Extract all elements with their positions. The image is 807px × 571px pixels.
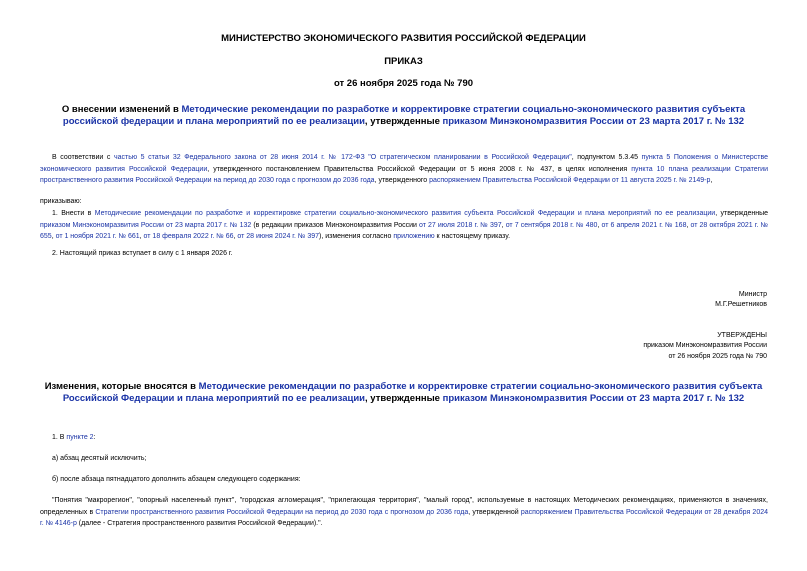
link-order-397-2018[interactable]: от 27 июля 2018 г. № 397 [419,221,502,229]
item-1-text: , [597,221,602,229]
preamble-text: В соответствии с [52,154,114,161]
link-decree-2149r[interactable]: распоряжением Правительства Российской Федерации от 11 августа 2025 г. № 2149-р [429,177,711,184]
item-1-text: , [139,233,144,240]
change-1-text: 1. В [52,434,67,441]
link-methodical-recommendations-3[interactable]: Методические рекомендации по разработке и корректировке стратегии социально-экономического развития субъекта Российской Федерации и плана мероприятий по ее реализации [62,381,763,404]
item-1-text: (в редакции приказов Минэкономразвития России [251,221,419,229]
link-order-661-2021[interactable]: от 1 ноября 2021 г. № 661 [55,233,140,240]
quote-text: , утвержденной [468,508,521,516]
preamble-text: , подпунктом 5.3.45 [571,154,642,161]
title-text-2: , утвержденные [364,116,443,127]
ministry-heading: МИНИСТЕРСТВО ЭКОНОМИЧЕСКОГО РАЗВИТИЯ РОССИЙСКОЙ ФЕДЕРАЦИИ [221,33,586,44]
title-text-1: О внесении изменений в [61,104,182,115]
link-methodical-recommendations-2[interactable]: Методические рекомендации по разработке и корректировке стратегии социально-экономического развития субъекта Российской Федерации и плана мероприятий по ее реализации [94,210,716,217]
item-1-text: 1. Внести в [52,210,95,217]
link-order-480-2018[interactable]: от 7 сентября 2018 г. № 480 [505,221,598,229]
link-order-132-3[interactable]: приказом Минэкономразвития России от 23 марта 2017 г. № 132 [442,393,745,404]
quote-text: "Понятия "макрорегион", "опорный населенный пункт", "городская агломерация", "прилегающая территория", "малый город", используемые в настоящих Методических рекомендациях, применяются в значениях, определенных в [40,497,768,516]
order-date: от 26 ноября 2025 года № 790 [333,78,474,89]
item-1-text: к настоящему приказу. [434,233,511,240]
link-order-168-2021[interactable]: от 6 апреля 2021 г. № 168 [601,221,687,229]
item-2-paragraph: 2. Настоящий приказ вступает в силу с 1 января 2026 г. [52,250,233,257]
link-regulation-point-5[interactable]: пункта 5 Положения о Министерстве экономического развития Российской Федерации [40,154,768,173]
signature-name: М.Г.Решетников [715,301,767,308]
change-1 [52,432,96,444]
link-order-132-2[interactable]: приказом Минэкономразвития России от 23 марта 2017 г. № 132 [40,221,252,229]
approved-by: приказом Минэкономразвития России [643,342,767,349]
preamble-text: , утвержденного постановлением Правительства Российской Федерации от 5 июня 2008 г. № 437, в целях исполнения [207,165,632,173]
link-decree-4146r[interactable]: распоряжением Правительства Российской Федерации от 28 декабря 2024 г. № 4146-р [40,508,768,527]
link-order-66-2022[interactable]: от 18 февраля 2022 г. № 66 [143,233,234,240]
approved-label: УТВЕРЖДЕНЫ [717,332,767,339]
change-b: б) после абзаца пятнадцатого дополнить абзацем следующего содержания: [52,476,301,483]
preamble-text: , утвержденного [374,177,430,184]
changes-title [36,381,771,405]
link-spatial-strategy[interactable]: Стратегии пространственного развития Российской Федерации на период до 2030 года с прогнозом до 2036 года [95,508,469,516]
link-order-655-2021[interactable]: от 28 октября 2021 г. № 655 [40,221,769,240]
item-1-text: , [233,233,238,240]
preamble-text: , [710,177,713,184]
item-1-text: , [501,221,506,229]
link-point-2[interactable]: пункте 2 [66,434,94,441]
item-1-text: , утвержденные [715,210,768,217]
signature-position: Министр [738,291,767,298]
change-a: а) абзац десятый исключить; [52,455,147,462]
quote-text: (далее - Стратегия пространственного развития Российской Федерации).". [76,520,323,527]
changes-title-text: Изменения, которые вносятся в [44,381,199,392]
quote-paragraph [40,495,768,530]
link-law-172fz[interactable]: частью 5 статьи 32 Федерального закона от 28 июня 2014 г. № 172-ФЗ "О стратегическом планировании в Российской Федерации" [113,154,572,161]
orders-word: приказываю: [40,198,82,205]
document-title [40,104,767,128]
link-plan-point-10[interactable]: пункта 10 плана реализации Стратегии пространственного развития Российской Федерации на период до 2030 года с прогнозом до 2036 года [40,165,769,184]
change-1-text: : [93,434,96,441]
item-1-text: , [686,221,691,229]
approved-date: от 26 ноября 2025 года № 790 [668,353,767,360]
link-methodical-recommendations[interactable]: Методические рекомендации по разработке и корректировке стратегии социально-экономического развития субъекта российской федерации и плана мероприятий по ее реализации [62,104,746,127]
item-1-text: , [51,233,56,240]
link-order-397-2024[interactable]: от 28 июня 2024 г. № 397 [237,233,320,240]
order-heading: ПРИКАЗ [384,56,423,67]
link-order-132[interactable]: приказом Минэкономразвития России от 23 марта 2017 г. № 132 [442,116,745,127]
item-1-paragraph [40,208,768,243]
changes-title-text: , утвержденные [365,393,443,404]
item-1-text: ), изменения согласно [319,233,394,240]
preamble-paragraph [40,152,768,187]
link-appendix[interactable]: приложению [393,233,435,240]
